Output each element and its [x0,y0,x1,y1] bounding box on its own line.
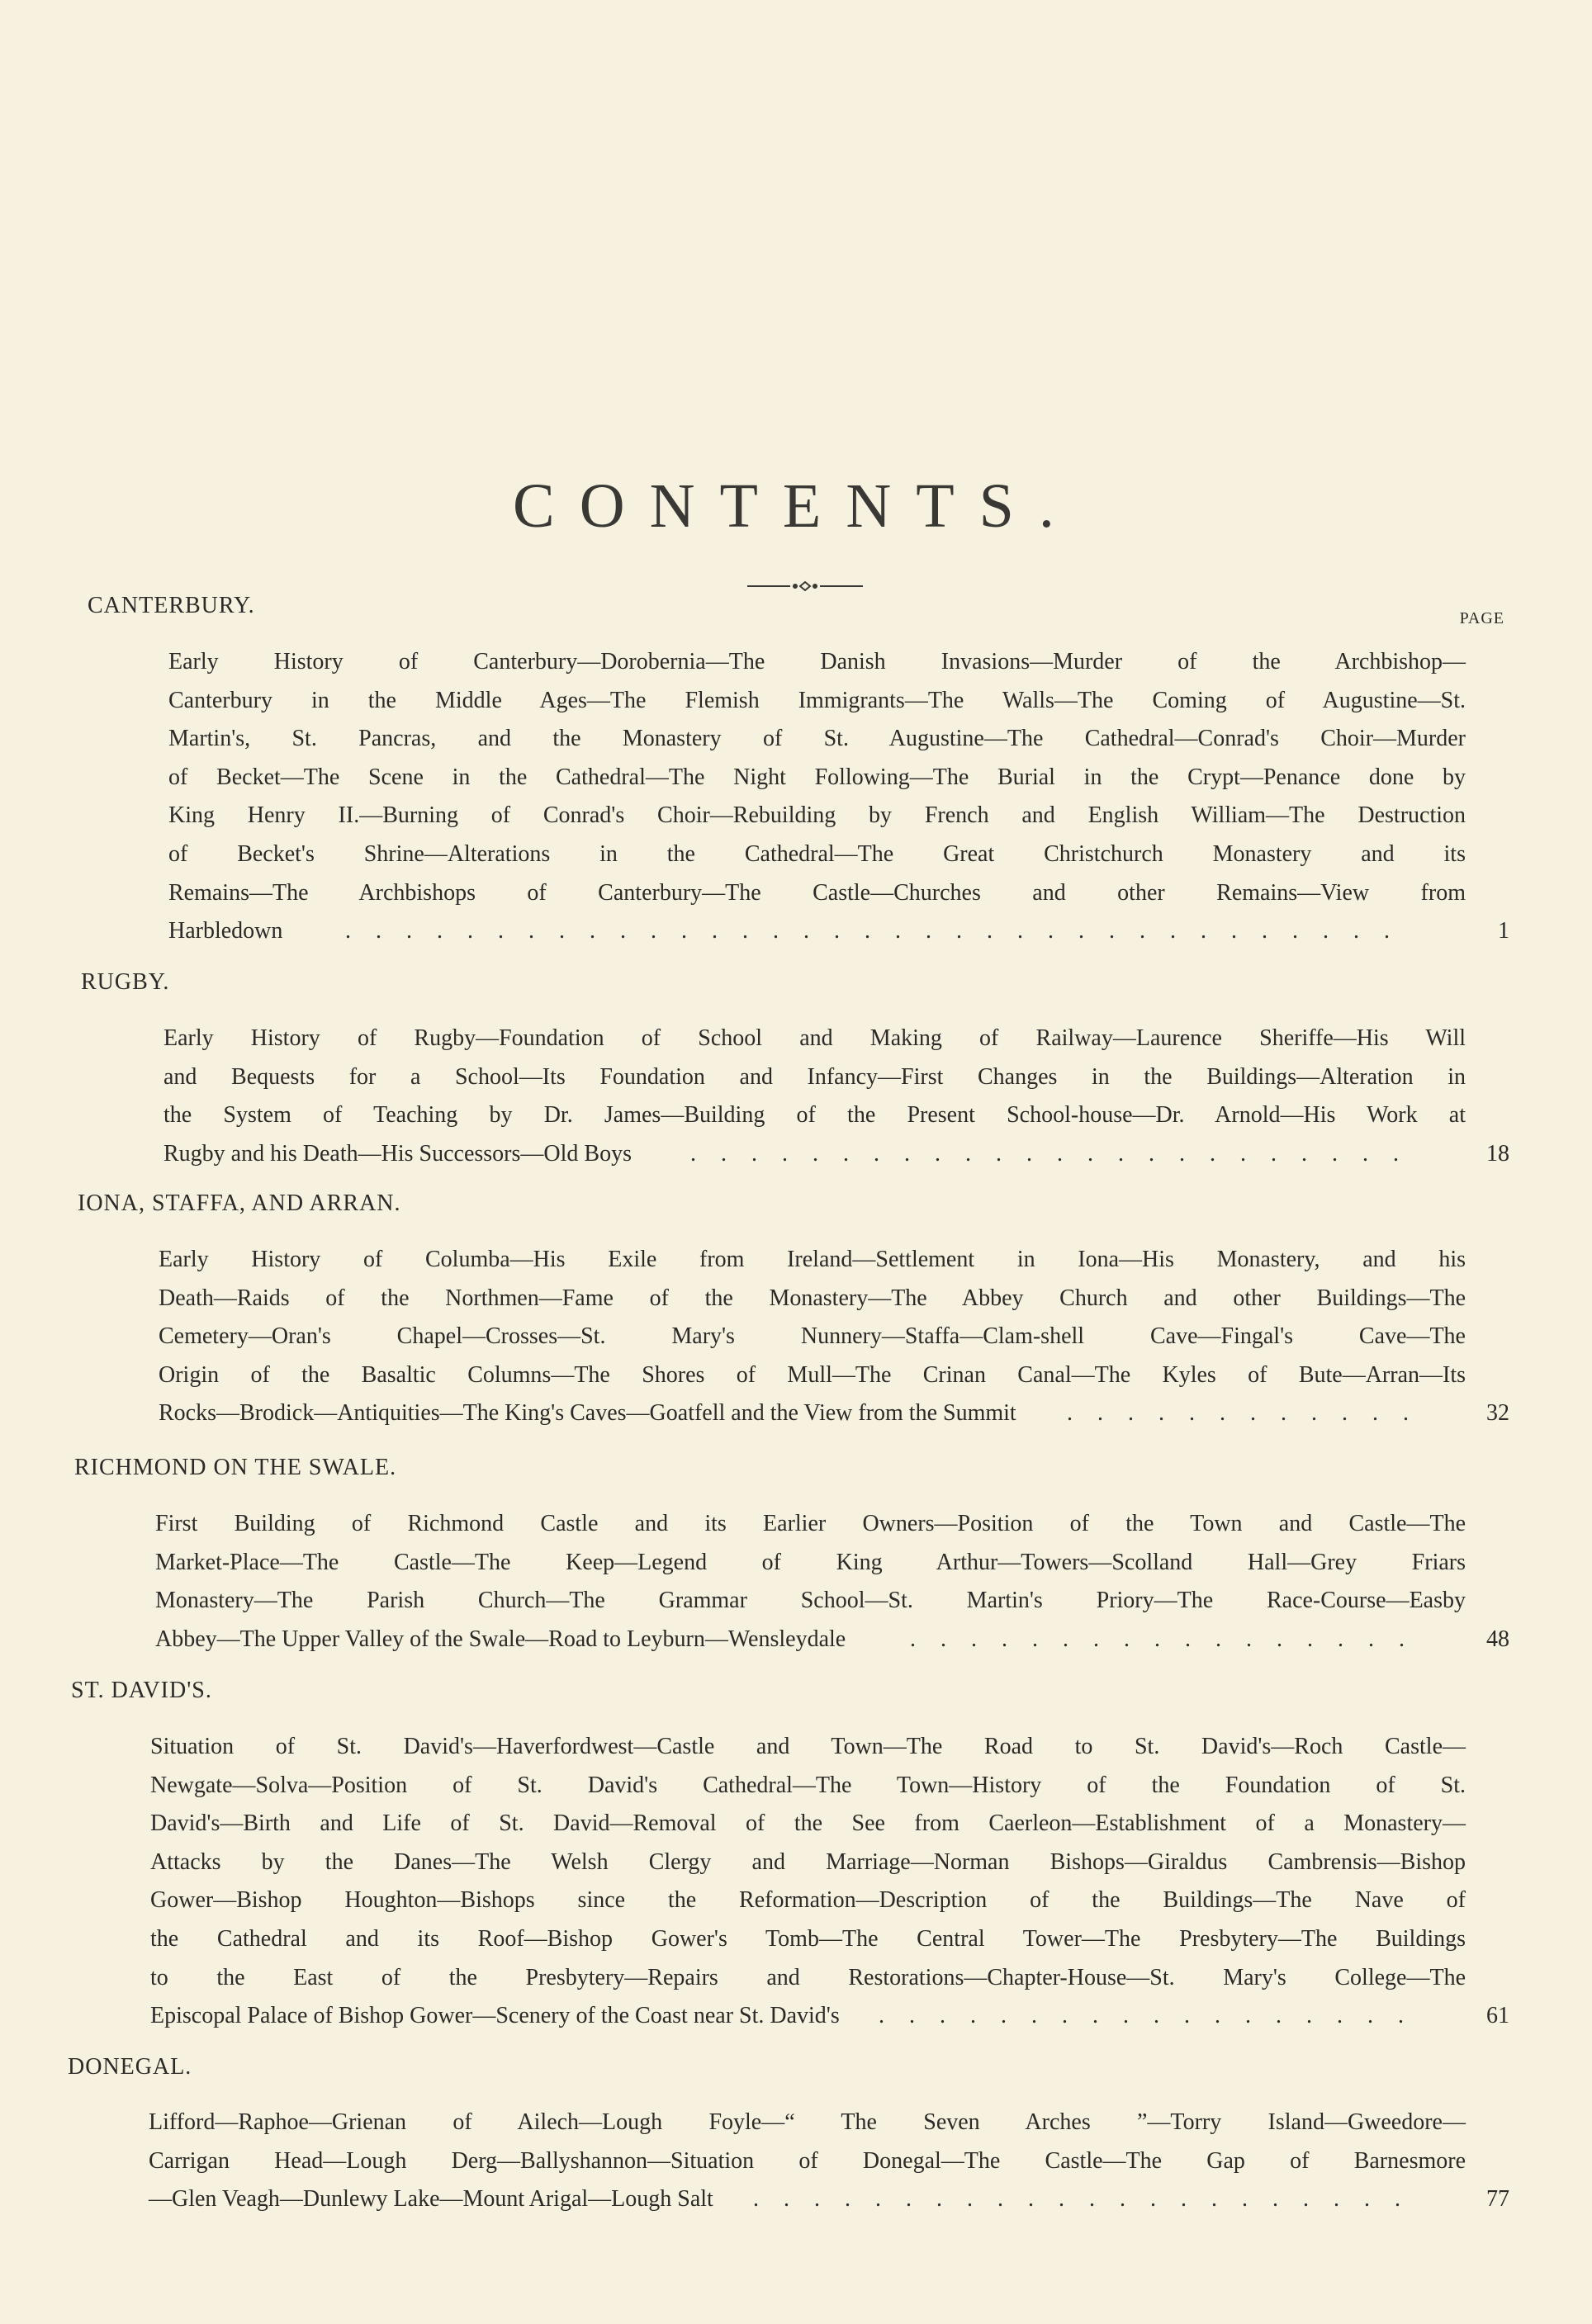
section-line: King Henry II.—Burning of Conrad's Choir—Rebuilding by French and English William—The Destruction [168,802,1466,829]
page-title: CONTENTS. [513,471,1079,541]
ornament-divider-icon [747,578,863,594]
section-title: RUGBY. [81,969,170,995]
section-line: Early History of Columba—His Exile from Ireland—Settlement in Iona—His Monastery, and his [159,1247,1466,1272]
section-line: Lifford—Raphoe—Grienan of Ailech—Lough Foyle—“ The Seven Arches ”—Torry Island—Gweedore— [149,2109,1466,2135]
section-title: CANTERBURY. [88,593,255,618]
section-line: Attacks by the Danes—The Welsh Clergy and Marriage—Norman Bishops—Giraldus Cambrensis—Bishop [150,1848,1466,1875]
section-line: Abbey—The Upper Valley of the Swale—Road to Leyburn—Wensleydale [155,1626,846,1652]
page-number: 61 [1486,2003,1509,2029]
leader-dots: ................................... [345,918,1414,944]
leader-dots: ........................ [690,1140,1424,1167]
section-line: Martin's, St. Pancras, and the Monastery of St. Augustine—The Cathedral—Conrad's Choir—Murder [168,726,1466,752]
section-line: David's—Birth and Life of St. David—Removal of the See from Caerleon—Establishment of a Monastery— [150,1810,1466,1837]
section-line: Death—Raids of the Northmen—Fame of the Monastery—The Abbey Church and other Buildings—The [159,1285,1466,1311]
page-number: 48 [1486,1626,1509,1652]
section-line: to the East of the Presbytery—Repairs and Restorations—Chapter-House—St. Mary's College—The [150,1964,1466,1990]
section-line: Harbledown [168,918,283,944]
leader-dots: .................. [879,2003,1429,2029]
page-number: 1 [1498,918,1509,944]
page-number: 18 [1486,1140,1509,1167]
leader-dots: ...................... [753,2186,1425,2213]
section-line: Rocks—Brodick—Antiquities—The King's Caves—Goatfell and the View from the Summit [159,1400,1016,1427]
section-line: Origin of the Basaltic Columns—The Shores of Mull—The Crinan Canal—The Kyles of Bute—Arran—Its [159,1361,1466,1388]
section-line: of Becket's Shrine—Alterations in the Cathedral—The Great Christchurch Monastery and its [168,841,1466,867]
section-title: IONA, STAFFA, AND ARRAN. [78,1190,401,1216]
section-line: Monastery—The Parish Church—The Grammar School—St. Martin's Priory—The Race-Course—Easby [155,1588,1466,1614]
section-title: DONEGAL. [68,2054,192,2080]
page-number: 77 [1486,2186,1509,2213]
section-line: Cemetery—Oran's Chapel—Crosses—St. Mary's Nunnery—Staffa—Clam-shell Cave—Fingal's Cave—The [159,1323,1466,1350]
section-line: Episcopal Palace of Bishop Gower—Scenery of the Coast near St. David's [150,2003,840,2029]
page-number: 32 [1486,1400,1509,1427]
section-line: and Bequests for a School—Its Foundation and Infancy—First Changes in the Buildings—Alteration in [163,1063,1466,1090]
section-line: the System of Teaching by Dr. James—Building of the Present School-house—Dr. Arnold—His Work at [163,1102,1466,1129]
page-column-header: PAGE [1459,609,1504,627]
section-line: First Building of Richmond Castle and its Earlier Owners—Position of the Town and Castle—The [155,1511,1466,1536]
section-line: the Cathedral and its Roof—Bishop Gower's Tomb—The Central Tower—The Presbytery—The Buildings [150,1926,1466,1952]
section-title: RICHMOND ON THE SWALE. [74,1455,397,1480]
section-line: Newgate—Solva—Position of St. David's Cathedral—The Town—History of the Foundation of St. [150,1772,1466,1798]
section-line: Gower—Bishop Houghton—Bishops since the Reformation—Description of the Buildings—The Nave of [150,1887,1466,1914]
section-line: Carrigan Head—Lough Derg—Ballyshannon—Situation of Donegal—The Castle—The Gap of Barnesmore [149,2147,1466,2174]
section-line: Rugby and his Death—His Successors—Old Boys [163,1140,632,1167]
section-line: —Glen Veagh—Dunlewy Lake—Mount Arigal—Lough Salt [149,2186,713,2213]
leader-dots: ............ [1067,1400,1433,1427]
leader-dots: ................. [910,1626,1429,1652]
section-line: Early History of Canterbury—Dorobernia—The Danish Invasions—Murder of the Archbishop— [168,649,1466,674]
section-line: of Becket—The Scene in the Cathedral—The Night Following—The Burial in the Crypt—Penance done by [168,764,1466,790]
section-line: Early History of Rugby—Foundation of School and Making of Railway—Laurence Sheriffe—His Will [163,1025,1466,1051]
section-line: Canterbury in the Middle Ages—The Flemish Immigrants—The Walls—The Coming of Augustine—St. [168,687,1466,713]
section-line: Remains—The Archbishops of Canterbury—The Castle—Churches and other Remains—View from [168,879,1466,906]
section-line: Situation of St. David's—Haverfordwest—Castle and Town—The Road to St. David's—Roch Castle— [150,1734,1466,1759]
section-title: ST. DAVID'S. [71,1678,212,1703]
section-line: Market-Place—The Castle—The Keep—Legend of King Arthur—Towers—Scolland Hall—Grey Friars [155,1549,1466,1575]
